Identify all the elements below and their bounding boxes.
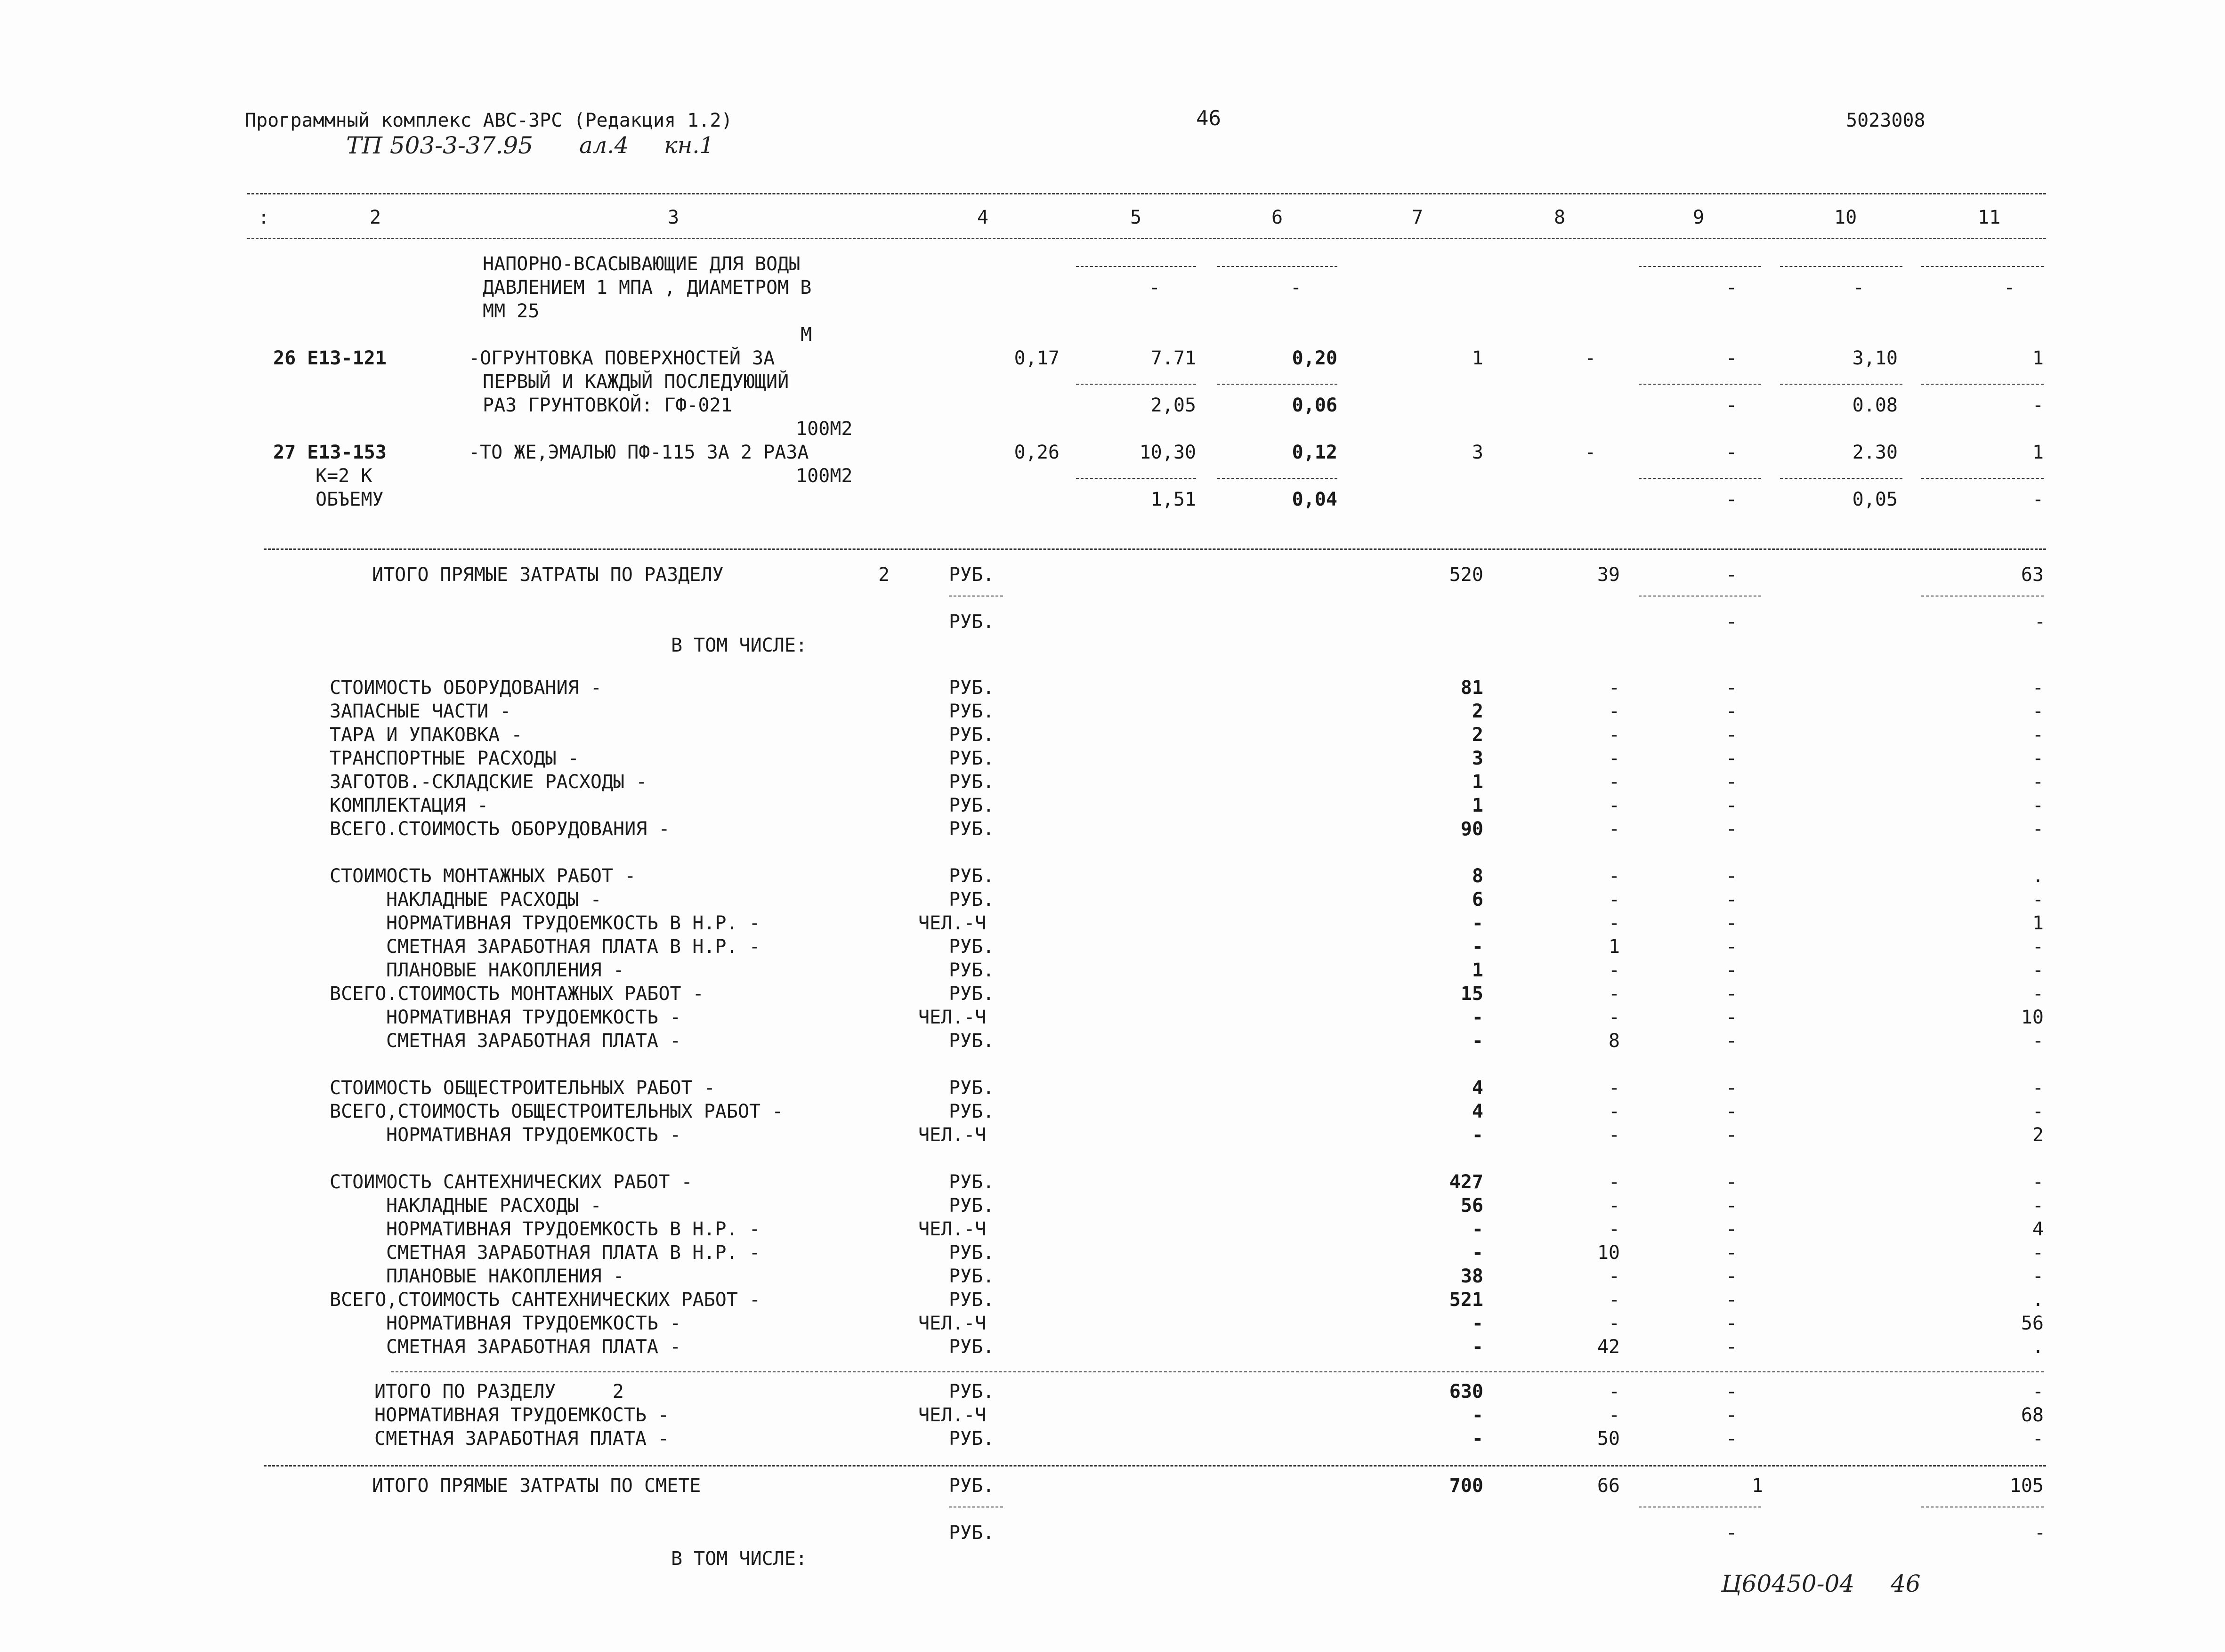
row-label: ВСЕГО,СТОИМОСТЬ САНТЕХНИЧЕСКИХ РАБОТ -	[330, 1289, 761, 1311]
row-value: -	[1608, 795, 1620, 816]
row-label: НОРМАТИВНАЯ ТРУДОЕМКОСТЬ -	[386, 1124, 681, 1146]
item-cell: -	[1726, 489, 1738, 510]
row-value: -	[1608, 1124, 1620, 1146]
item-cell: -	[1585, 347, 1596, 369]
program-title: Программный комплекс АВС-3РС (Редакция 1.2)	[245, 110, 733, 131]
row-value: -	[2032, 677, 2044, 699]
row-value: -	[1608, 701, 1620, 722]
document-code: 5023008	[1846, 110, 1926, 131]
row-value: -	[1726, 983, 1738, 1005]
row-value: 56	[1460, 1195, 1483, 1217]
section-rule	[264, 1465, 2046, 1467]
item-cell: -	[1726, 395, 1738, 416]
item-note: К=2 К	[316, 465, 372, 487]
row-value: -	[1472, 1428, 1483, 1450]
row-value: 1	[2032, 912, 2044, 934]
row-label: ТАРА И УПАКОВКА -	[330, 724, 523, 746]
row-value: -	[1726, 936, 1738, 958]
item-cell: -	[1726, 347, 1738, 369]
cell-rule	[1217, 384, 1337, 385]
intro-cell: -	[2004, 277, 2015, 298]
row-value: -	[1726, 1218, 1738, 1240]
item-unit: 100М2	[796, 418, 853, 440]
row-value: -	[1608, 912, 1620, 934]
row-value: -	[1608, 865, 1620, 887]
estimate-total-value: -	[1726, 1522, 1738, 1544]
row-value: -	[1608, 1289, 1620, 1311]
row-value: 90	[1460, 818, 1483, 840]
row-value: -	[1608, 1195, 1620, 1217]
row-value: -	[2032, 983, 2044, 1005]
item-total: 3	[1472, 442, 1483, 463]
row-value: -	[1608, 1171, 1620, 1193]
handwritten-doc-number: ТП 503-3-37.95	[346, 132, 534, 159]
row-value: -	[1726, 701, 1738, 722]
item-cost: 0,12	[1292, 442, 1337, 463]
row-value: 4	[2032, 1218, 2044, 1240]
item-unit-cost: 2,05	[1150, 395, 1196, 416]
row-label: СМЕТНАЯ ЗАРАБОТНАЯ ПЛАТА -	[386, 1336, 681, 1358]
row-value: .	[2032, 865, 2044, 887]
row-value: 4	[1472, 1101, 1483, 1122]
column-header-3: 3	[668, 207, 680, 228]
row-unit: РУБ.	[949, 1265, 995, 1287]
item-code: 26 Е13-121	[273, 347, 387, 369]
row-value: -	[2032, 1030, 2044, 1052]
item-cell: -	[1585, 442, 1596, 463]
row-value: -	[2032, 1101, 2044, 1122]
row-value: 15	[1460, 983, 1483, 1005]
row-value: -	[2032, 748, 2044, 769]
row-value: -	[1472, 1336, 1483, 1358]
section-number: 2	[878, 564, 890, 586]
handwritten-album: ал.4	[579, 132, 629, 159]
row-value: -	[1726, 1077, 1738, 1099]
row-value: -	[2032, 795, 2044, 816]
item-unit-cost: 1,51	[1150, 489, 1196, 510]
row-value: -	[1608, 1404, 1620, 1426]
column-header-2: 2	[370, 207, 381, 228]
row-value: -	[1726, 1124, 1738, 1146]
item-unit-cost: 7.71	[1150, 347, 1196, 369]
cell-rule	[1639, 266, 1761, 267]
row-value: -	[1608, 1101, 1620, 1122]
item-total: 1	[1472, 347, 1483, 369]
row-label: КОМПЛЕКТАЦИЯ -	[330, 795, 489, 816]
cell-rule	[1780, 384, 1902, 385]
row-unit: РУБ.	[949, 1381, 995, 1402]
row-unit: ЧЕЛ.-Ч	[918, 1218, 987, 1240]
row-value: 8	[1472, 865, 1483, 887]
section-total-unit: РУБ.	[949, 611, 995, 633]
row-label: ЗАГОТОВ.-СКЛАДСКИЕ РАСХОДЫ -	[330, 771, 647, 793]
row-value: 6	[1472, 889, 1483, 911]
row-unit: РУБ.	[949, 983, 995, 1005]
cell-rule	[1921, 384, 2044, 385]
item-cell: 2.30	[1852, 442, 1898, 463]
row-value: -	[2032, 959, 2044, 981]
item-cost: 0,20	[1292, 347, 1337, 369]
row-unit: РУБ.	[949, 771, 995, 793]
estimate-total-unit: РУБ.	[949, 1522, 995, 1544]
row-value: -	[1608, 771, 1620, 793]
item-cell: 3,10	[1852, 347, 1898, 369]
row-value: -	[1608, 1381, 1620, 1402]
estimate-total-label: ИТОГО ПРЯМЫЕ ЗАТРАТЫ ПО СМЕТЕ	[372, 1475, 701, 1497]
section-total-value: 520	[1449, 564, 1483, 586]
row-label: СМЕТНАЯ ЗАРАБОТНАЯ ПЛАТА -	[374, 1428, 670, 1450]
row-value: -	[1726, 748, 1738, 769]
row-value: -	[1726, 959, 1738, 981]
row-value: 10	[1597, 1242, 1620, 1264]
estimate-total-value: 1	[1752, 1475, 1764, 1497]
row-value: 4	[1472, 1077, 1483, 1099]
estimate-total-value: 700	[1449, 1475, 1483, 1497]
page-number: 46	[1196, 106, 1221, 130]
row-value: 427	[1449, 1171, 1483, 1193]
row-unit: ЧЕЛ.-Ч	[918, 912, 987, 934]
row-value: -	[2032, 771, 2044, 793]
row-label: НАКЛАДНЫЕ РАСХОДЫ -	[386, 889, 602, 911]
row-label: СТОИМОСТЬ САНТЕХНИЧЕСКИХ РАБОТ -	[330, 1171, 693, 1193]
row-value: 2	[1472, 701, 1483, 722]
row-value: -	[1472, 1242, 1483, 1264]
row-value: -	[1726, 1007, 1738, 1028]
row-value: -	[1608, 1007, 1620, 1028]
column-header-4: 4	[977, 207, 989, 228]
row-value: -	[1608, 677, 1620, 699]
row-value: -	[1726, 818, 1738, 840]
row-unit: ЧЕЛ.-Ч	[918, 1124, 987, 1146]
row-unit: РУБ.	[949, 1242, 995, 1264]
cell-rule	[1921, 478, 2044, 479]
row-label: ВСЕГО.СТОИМОСТЬ МОНТАЖНЫХ РАБОТ -	[330, 983, 704, 1005]
column-header-10: 10	[1834, 207, 1857, 228]
row-label: СМЕТНАЯ ЗАРАБОТНАЯ ПЛАТА В Н.Р. -	[386, 1242, 761, 1264]
row-value: -	[2032, 724, 2044, 746]
item-description: -ОГРУНТОВКА ПОВЕРХНОСТЕЙ ЗА	[469, 347, 775, 369]
row-unit: РУБ.	[949, 1336, 995, 1358]
row-value: -	[1726, 724, 1738, 746]
item-description: -ТО ЖЕ,ЭМАЛЬЮ ПФ-115 ЗА 2 РАЗА	[469, 442, 809, 463]
row-value: -	[1726, 1428, 1738, 1450]
intro-line: ДАВЛЕНИЕМ 1 МПА , ДИАМЕТРОМ В	[483, 277, 812, 298]
row-value: -	[1726, 1195, 1738, 1217]
row-value: -	[2032, 1428, 2044, 1450]
row-label: ПЛАНОВЫЕ НАКОПЛЕНИЯ -	[386, 1265, 624, 1287]
item-cost: 0,04	[1292, 489, 1337, 510]
intro-cell: -	[1149, 277, 1161, 298]
row-label: НАКЛАДНЫЕ РАСХОДЫ -	[386, 1195, 602, 1217]
row-unit: РУБ.	[949, 959, 995, 981]
estimate-total-value: 105	[2009, 1475, 2044, 1497]
item-cell: 1	[2032, 347, 2044, 369]
section-total-value: -	[1726, 564, 1738, 586]
row-unit: РУБ.	[949, 1101, 995, 1122]
row-label: НОРМАТИВНАЯ ТРУДОЕМКОСТЬ В Н.Р. -	[386, 1218, 761, 1240]
row-unit: ЧЕЛ.-Ч	[918, 1007, 987, 1028]
row-value: 56	[2021, 1313, 2044, 1334]
row-value: -	[1472, 936, 1483, 958]
row-label: ЗАПАСНЫЕ ЧАСТИ -	[330, 701, 511, 722]
row-unit: РУБ.	[949, 748, 995, 769]
row-value: 2	[1472, 724, 1483, 746]
row-unit: РУБ.	[949, 1077, 995, 1099]
row-value: 2	[2032, 1124, 2044, 1146]
row-value: -	[1726, 1404, 1738, 1426]
row-value: -	[1726, 771, 1738, 793]
section-total-value: -	[1726, 611, 1738, 633]
row-value: -	[1472, 1030, 1483, 1052]
row-value: 1	[1472, 771, 1483, 793]
item-cell: 1	[2032, 442, 2044, 463]
intro-cell: -	[1290, 277, 1302, 298]
row-label: СТОИМОСТЬ МОНТАЖНЫХ РАБОТ -	[330, 865, 636, 887]
row-value: -	[2032, 1242, 2044, 1264]
row-value: -	[2032, 1265, 2044, 1287]
intro-cell: -	[1853, 277, 1865, 298]
row-label: СМЕТНАЯ ЗАРАБОТНАЯ ПЛАТА В Н.Р. -	[386, 936, 761, 958]
intro-unit: М	[801, 324, 812, 346]
row-value: -	[1472, 1007, 1483, 1028]
row-value: -	[1608, 1218, 1620, 1240]
item-quantity: 0,26	[1014, 442, 1060, 463]
row-value: 38	[1460, 1265, 1483, 1287]
row-value: -	[1608, 724, 1620, 746]
row-label: СМЕТНАЯ ЗАРАБОТНАЯ ПЛАТА -	[386, 1030, 681, 1052]
row-value: -	[1472, 1124, 1483, 1146]
estimate-total-unit: РУБ.	[949, 1475, 995, 1497]
row-value: -	[1726, 1101, 1738, 1122]
row-label: СТОИМОСТЬ ОБОРУДОВАНИЯ -	[330, 677, 602, 699]
row-value: -	[1726, 1336, 1738, 1358]
section-total-value: 39	[1597, 564, 1620, 586]
row-value: -	[2032, 1077, 2044, 1099]
row-value: -	[2032, 701, 2044, 722]
row-value: 1	[1472, 795, 1483, 816]
row-value: -	[1726, 912, 1738, 934]
column-header-1: :	[258, 207, 270, 228]
row-label: ИТОГО ПО РАЗДЕЛУ 2	[374, 1381, 624, 1402]
row-value: -	[1726, 1242, 1738, 1264]
row-unit: РУБ.	[949, 1195, 995, 1217]
column-header-6: 6	[1271, 207, 1283, 228]
row-unit: РУБ.	[949, 701, 995, 722]
header-rule-top	[247, 193, 2046, 194]
section-total-value: 63	[2021, 564, 2044, 586]
intro-line: ММ 25	[483, 300, 540, 322]
cell-rule	[1217, 266, 1337, 267]
estimate-total-value: 66	[1597, 1475, 1620, 1497]
estimate-total-value: -	[2034, 1522, 2046, 1544]
handwritten-footer-code: Ц60450-04	[1721, 1570, 1855, 1597]
row-value: -	[1726, 1381, 1738, 1402]
header-rule-bottom	[247, 238, 2046, 239]
item-cost: 0,06	[1292, 395, 1337, 416]
row-unit: РУБ.	[949, 677, 995, 699]
row-value: -	[1608, 983, 1620, 1005]
row-label: ВСЕГО,СТОИМОСТЬ ОБЩЕСТРОИТЕЛЬНЫХ РАБОТ -	[330, 1101, 784, 1122]
cell-rule	[1639, 478, 1761, 479]
row-value: 10	[2021, 1007, 2044, 1028]
row-value: -	[1608, 748, 1620, 769]
row-value: 68	[2021, 1404, 2044, 1426]
item-description: ПЕРВЫЙ И КАЖДЫЙ ПОСЛЕДУЮЩИЙ	[483, 371, 789, 393]
row-value: -	[1608, 818, 1620, 840]
row-value: -	[2032, 1171, 2044, 1193]
item-unit-cost: 10,30	[1139, 442, 1196, 463]
row-value: -	[1726, 1030, 1738, 1052]
section-total-label: ИТОГО ПРЯМЫЕ ЗАТРАТЫ ПО РАЗДЕЛУ	[372, 564, 724, 586]
column-header-11: 11	[1978, 207, 2001, 228]
row-label: НОРМАТИВНАЯ ТРУДОЕМКОСТЬ -	[386, 1007, 681, 1028]
cell-rule	[1076, 478, 1196, 479]
item-description: РАЗ ГРУНТОВКОЙ: ГФ-021	[483, 395, 732, 416]
row-value: -	[1472, 1404, 1483, 1426]
row-value: 81	[1460, 677, 1483, 699]
cell-rule	[1076, 384, 1196, 385]
intro-line: НАПОРНО-ВСАСЫВАЮЩИЕ ДЛЯ ВОДЫ	[483, 253, 801, 275]
row-value: 1	[1472, 959, 1483, 981]
including-label: В ТОМ ЧИСЛЕ:	[671, 1548, 807, 1570]
row-unit: РУБ.	[949, 795, 995, 816]
section-total-unit: РУБ.	[949, 564, 995, 586]
row-value: 521	[1449, 1289, 1483, 1311]
section-rule	[391, 1371, 2044, 1372]
row-value: 42	[1597, 1336, 1620, 1358]
row-unit: РУБ.	[949, 1428, 995, 1450]
row-value: -	[1726, 795, 1738, 816]
handwritten-book: кн.1	[664, 132, 714, 159]
row-value: -	[1608, 959, 1620, 981]
item-code: 27 Е13-153	[273, 442, 387, 463]
cell-rule	[1217, 478, 1337, 479]
row-value: -	[2032, 1195, 2044, 1217]
row-value: 3	[1472, 748, 1483, 769]
column-header-8: 8	[1554, 207, 1566, 228]
row-value: -	[1608, 1265, 1620, 1287]
row-value: 630	[1449, 1381, 1483, 1402]
item-cell: -	[1726, 442, 1738, 463]
item-note: ОБЪЕМУ	[316, 489, 384, 510]
section-total-value: -	[2034, 611, 2046, 633]
handwritten-footer-page: 46	[1891, 1570, 1921, 1597]
column-header-5: 5	[1130, 207, 1142, 228]
row-unit: РУБ.	[949, 1289, 995, 1311]
row-unit: РУБ.	[949, 818, 995, 840]
row-unit: РУБ.	[949, 1030, 995, 1052]
row-value: -	[1472, 1313, 1483, 1334]
item-cell: -	[2032, 489, 2044, 510]
row-unit: РУБ.	[949, 865, 995, 887]
row-value: -	[1472, 1218, 1483, 1240]
column-header-9: 9	[1693, 207, 1705, 228]
row-label: НОРМАТИВНАЯ ТРУДОЕМКОСТЬ -	[374, 1404, 670, 1426]
row-value: -	[1608, 1313, 1620, 1334]
cell-rule	[1076, 266, 1196, 267]
including-label: В ТОМ ЧИСЛЕ:	[671, 635, 807, 656]
row-value: -	[1608, 1077, 1620, 1099]
item-cell: 0,05	[1852, 489, 1898, 510]
row-value: -	[1726, 1265, 1738, 1287]
row-value: -	[1726, 1289, 1738, 1311]
row-unit: РУБ.	[949, 1171, 995, 1193]
row-value: 50	[1597, 1428, 1620, 1450]
row-value: -	[1726, 865, 1738, 887]
row-value: -	[1472, 912, 1483, 934]
item-cell: 0.08	[1852, 395, 1898, 416]
row-label: ПЛАНОВЫЕ НАКОПЛЕНИЯ -	[386, 959, 624, 981]
cell-rule	[1921, 266, 2044, 267]
row-value: -	[1608, 889, 1620, 911]
row-value: 8	[1608, 1030, 1620, 1052]
item-unit: 100М2	[796, 465, 853, 487]
row-unit: РУБ.	[949, 724, 995, 746]
row-value: -	[1726, 889, 1738, 911]
row-label: ВСЕГО.СТОИМОСТЬ ОБОРУДОВАНИЯ -	[330, 818, 670, 840]
row-label: СТОИМОСТЬ ОБЩЕСТРОИТЕЛЬНЫХ РАБОТ -	[330, 1077, 715, 1099]
cell-rule	[1780, 266, 1902, 267]
row-value: -	[1726, 1313, 1738, 1334]
row-value: -	[2032, 818, 2044, 840]
cell-rule	[1639, 384, 1761, 385]
row-value: -	[1726, 1171, 1738, 1193]
row-value: -	[2032, 936, 2044, 958]
row-value: .	[2032, 1289, 2044, 1311]
item-quantity: 0,17	[1014, 347, 1060, 369]
row-label: ТРАНСПОРТНЫЕ РАСХОДЫ -	[330, 748, 579, 769]
row-value: -	[2032, 889, 2044, 911]
row-unit: РУБ.	[949, 936, 995, 958]
section-rule	[264, 548, 2046, 550]
row-value: 1	[1608, 936, 1620, 958]
row-value: -	[2032, 1381, 2044, 1402]
row-value: -	[1726, 677, 1738, 699]
row-value: .	[2032, 1336, 2044, 1358]
row-unit: ЧЕЛ.-Ч	[918, 1313, 987, 1334]
row-label: НОРМАТИВНАЯ ТРУДОЕМКОСТЬ В Н.Р. -	[386, 912, 761, 934]
column-header-7: 7	[1412, 207, 1424, 228]
row-unit: РУБ.	[949, 889, 995, 911]
item-cell: -	[2032, 395, 2044, 416]
intro-cell: -	[1726, 277, 1738, 298]
cell-rule	[1780, 478, 1902, 479]
row-unit: ЧЕЛ.-Ч	[918, 1404, 987, 1426]
row-label: НОРМАТИВНАЯ ТРУДОЕМКОСТЬ -	[386, 1313, 681, 1334]
